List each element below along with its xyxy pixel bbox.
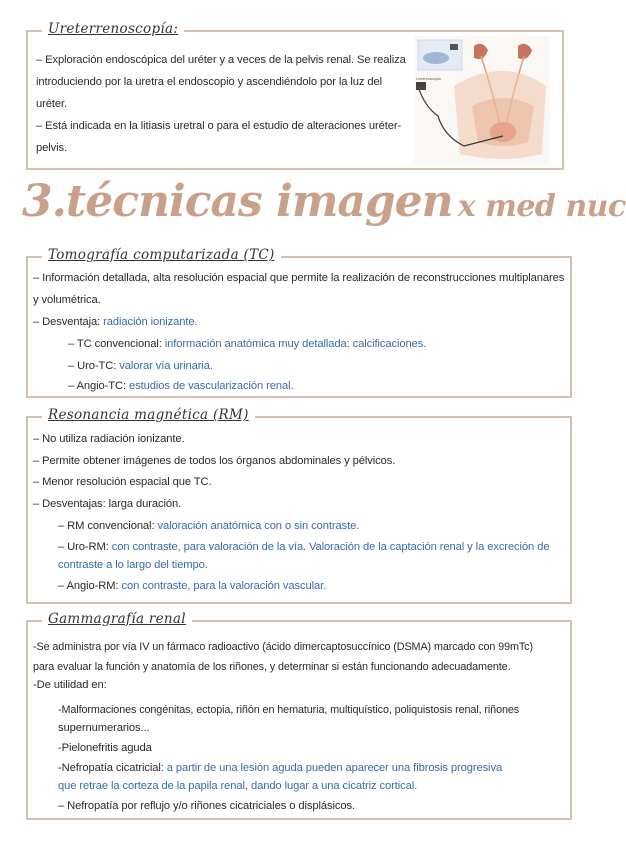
ct-item-uro-value: valorar vía urinaria. xyxy=(119,360,213,372)
scintigraphy-item-2: -Pielonefritis aguda xyxy=(58,742,152,754)
scintigraphy-box xyxy=(26,611,572,820)
mri-item-uro-value: con contraste, para valoración de la vía. Valoración de la captación renal y la excreción de xyxy=(111,541,550,553)
mri-text-1: – No utiliza radiación ionizante. xyxy=(33,433,185,445)
ureterorenoscopy-text-2: introduciendo por la uretra el endoscopio y ascendiéndolo por la luz del xyxy=(36,76,383,88)
mri-item-uro xyxy=(58,539,549,556)
ct-item-uro-label: – Uro-TC: xyxy=(68,360,120,372)
mri-item-angio xyxy=(58,578,326,595)
mri-item-angio-value: con contraste, para la valoración vascular. xyxy=(121,580,327,592)
ct-item-conventional-value: información anatómica muy detallada: calcificaciones. xyxy=(164,338,427,350)
scintigraphy-item-1b: supernumerarios... xyxy=(58,722,150,734)
mri-text-4: – Desventajas: larga duración. xyxy=(33,498,182,510)
scintigraphy-item-3-value: a partir de una lesión aguda pueden aparecer una fibrosis progresiva xyxy=(166,762,503,774)
ct-item-conventional xyxy=(68,336,426,353)
ureterorenoscopy-title: Ureterrenoscopía: xyxy=(42,21,184,37)
ct-item-conventional-label: – TC convencional: xyxy=(68,338,165,350)
section-heading-main: 3.técnicas imagen xyxy=(22,176,453,227)
ureterorenoscopy-text-3: uréter. xyxy=(36,98,68,110)
ct-item-angio-label: – Angio-TC: xyxy=(68,380,129,392)
scintigraphy-text-1: -Se administra por vía IV un fármaco radioactivo (ácido dimercaptosuccínico (DSMA) marcado con 99mTc) xyxy=(33,641,533,653)
svg-text:Ureteroscopio: Ureteroscopio xyxy=(416,76,441,81)
scintigraphy-item-3-cont: que retrae la corteza de la papila renal, dando lugar a una cicatriz cortical. xyxy=(58,780,418,792)
mri-item-uro-cont: contraste a lo largo del tiempo. xyxy=(58,559,208,571)
section-heading-sub: x med nuc xyxy=(457,189,626,224)
ureteroscopy-illustration xyxy=(414,36,550,164)
ureterorenoscopy-text-1: – Exploración endoscópica del uréter y a veces de la pelvis renal. Se realiza xyxy=(36,54,406,66)
mri-item-uro-label: – Uro-RM: xyxy=(58,541,112,553)
scintigraphy-item-1a: -Malformaciones congénitas, ectopia, riñón en hematuria, multiquístico, poliquistosis renal, riñones xyxy=(58,704,520,716)
mri-item-conventional xyxy=(58,518,359,535)
scintigraphy-item-3-label: -Nefropatía cicatricial: xyxy=(58,762,167,774)
section-heading xyxy=(22,176,626,246)
scintigraphy-text-2: para evaluar la función y anatomía de los riñones, y determinar si están funcionando adecuadamente. xyxy=(33,661,511,673)
scintigraphy-item-4: – Nefropatía por reflujo y/o riñones cicatriciales o displásicos. xyxy=(58,800,355,812)
ct-item-angio xyxy=(68,378,294,395)
ct-drawback-label: – Desventaja: xyxy=(33,316,104,328)
ct-item-uro xyxy=(68,358,213,375)
mri-item-conventional-label: – RM convencional: xyxy=(58,520,158,532)
ct-drawback-value: radiación ionizante. xyxy=(103,316,198,328)
ct-drawback xyxy=(33,314,198,331)
ct-title: Tomografía computarizada (TC) xyxy=(42,247,281,263)
ct-item-angio-value: estudios de vascularización renal. xyxy=(128,380,294,392)
ureterorenoscopy-text-5: pelvis. xyxy=(36,142,68,154)
mri-title: Resonancia magnética (RM) xyxy=(42,407,255,423)
ct-box xyxy=(26,247,572,398)
scintigraphy-title: Gammagrafía renal xyxy=(42,611,192,627)
mri-text-3: – Menor resolución espacial que TC. xyxy=(33,476,212,488)
ct-text-2: y volumétrica. xyxy=(33,294,101,306)
mri-item-angio-label: – Angio-RM: xyxy=(58,580,122,592)
mri-box xyxy=(26,407,572,604)
ureterorenoscopy-text-4: – Está indicada en la litiasis uretral o para el estudio de alteraciones uréter- xyxy=(36,120,402,132)
mri-text-2: – Permite obtener imágenes de todos los órganos abdominales y pélvicos. xyxy=(33,455,396,467)
scintigraphy-item-3 xyxy=(58,760,502,777)
scintigraphy-text-3: -De utilidad en: xyxy=(33,679,107,691)
mri-item-conventional-value: valoración anatómica con o sin contraste. xyxy=(157,520,360,532)
ct-text-1: – Información detallada, alta resolución espacial que permite la realización de reconstrucciones multiplanares xyxy=(33,272,565,284)
